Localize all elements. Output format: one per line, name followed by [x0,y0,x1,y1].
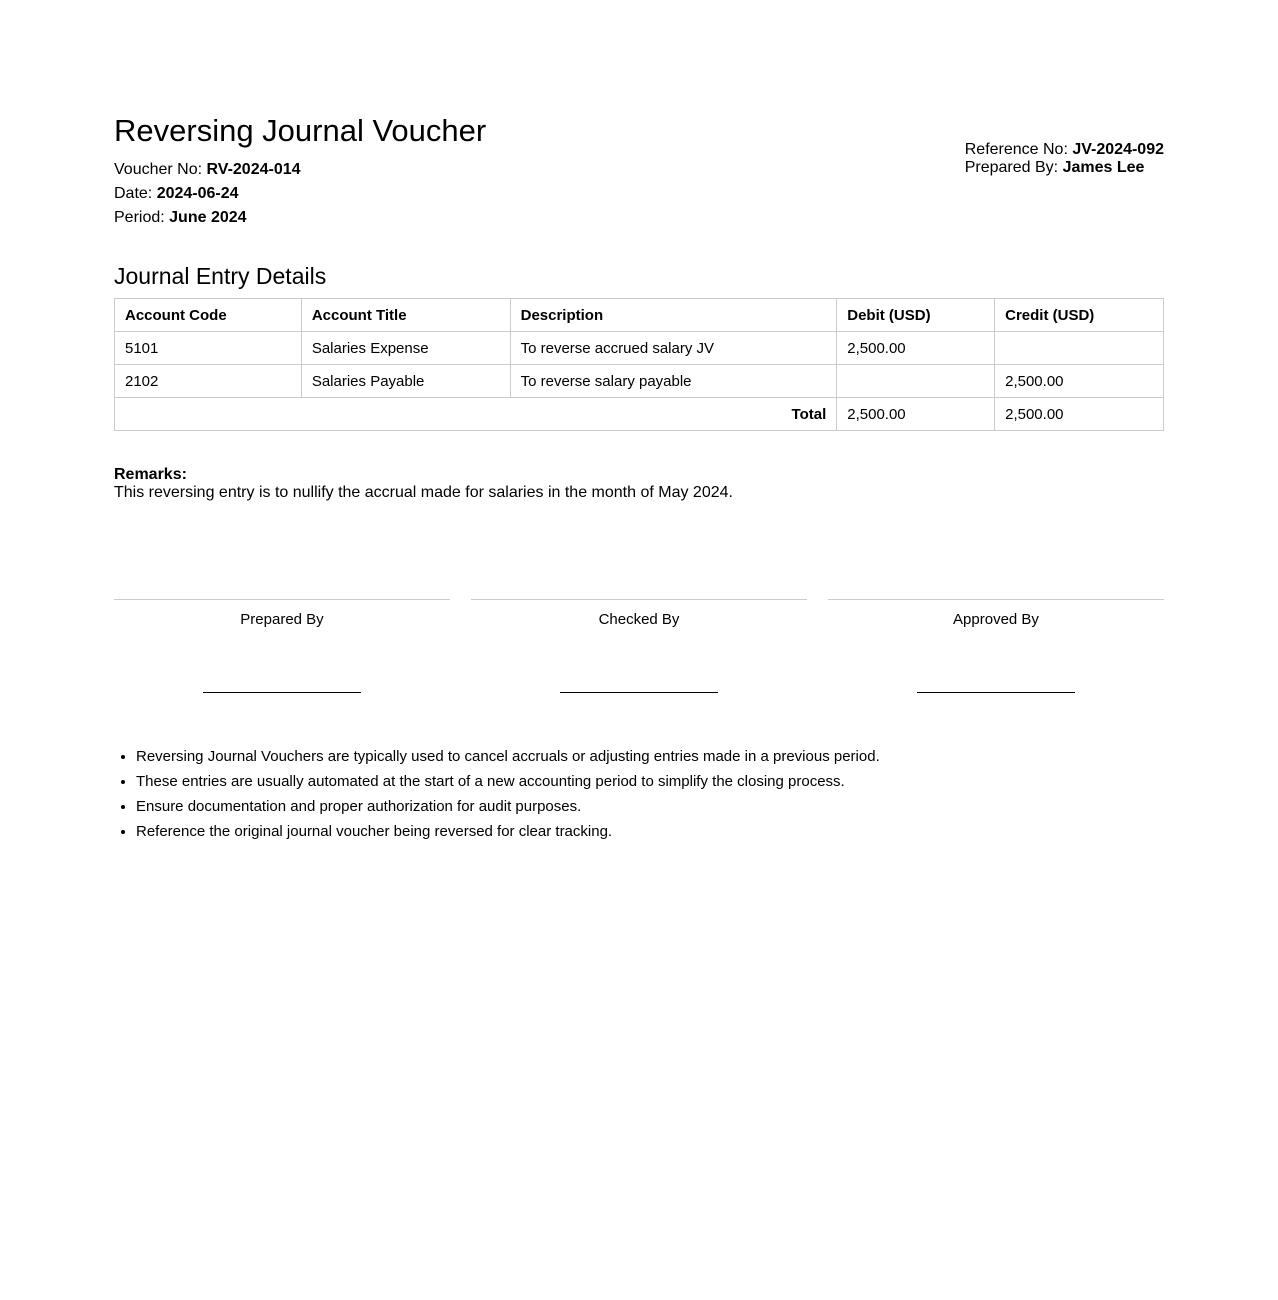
signature-line [203,691,361,693]
column-header-debit: Debit (USD) [837,299,995,332]
signature-block-checked [471,599,807,693]
signature-role-prepared: Prepared By [240,611,324,628]
voucher-no-label: Voucher No: [114,161,203,178]
column-header-credit: Credit (USD) [995,299,1164,332]
column-header-account-code: Account Code [115,299,302,332]
date-row [114,182,301,206]
period-row [114,206,301,230]
account-code-cell: 2102 [115,365,302,398]
page-title: Reversing Journal Voucher [114,113,487,148]
description-cell: To reverse salary payable [510,365,837,398]
column-header-description: Description [510,299,837,332]
voucher-page [114,112,1164,840]
voucher-no-value: RV-2024-014 [206,161,301,178]
list-item: • Ensure documentation and proper authorization for audit purposes. [136,794,880,819]
prepared-by-row [965,159,1164,177]
voucher-meta-right [965,141,1164,177]
table-row [115,365,1164,398]
signature-line [560,691,718,693]
debit-cell: 2,500.00 [837,332,995,365]
notes-list [114,744,880,844]
reference-no-label: Reference No: [964,141,1068,158]
prepared-by-value: James Lee [1062,159,1145,176]
total-credit: 2,500.00 [995,398,1164,431]
column-header-account-title: Account Title [301,299,510,332]
date-label: Date: [114,185,153,202]
total-debit: 2,500.00 [837,398,995,431]
description-cell: To reverse accrued salary JV [510,332,837,365]
remarks-text: This reversing entry is to nullify the accrual made for salaries in the month of May 2024. [114,484,733,501]
account-code-cell: 5101 [115,332,302,365]
list-item: • Reversing Journal Vouchers are typically used to cancel accruals or adjusting entries made in a previous period. [136,744,880,769]
signature-block-approved [828,599,1164,693]
signature-line [917,691,1075,693]
account-title-cell: Salaries Payable [301,365,510,398]
list-item: • Reference the original journal voucher being reversed for clear tracking. [136,819,880,844]
signature-block-prepared [114,599,450,693]
signature-section [114,599,1164,693]
prepared-by-label: Prepared By: [964,159,1059,176]
voucher-header [114,112,1164,252]
list-item: • These entries are usually automated at the start of a new accounting period to simplify the closing process. [136,769,880,794]
date-value: 2024-06-24 [156,185,239,202]
signature-role-approved: Approved By [953,611,1039,628]
table-row [115,332,1164,365]
credit-cell [995,332,1164,365]
reference-no-value: JV-2024-092 [1072,141,1164,158]
credit-cell: 2,500.00 [995,365,1164,398]
journal-entry-table [114,298,1164,431]
section-title: Journal Entry Details [114,263,327,289]
voucher-no-row [114,158,301,182]
remarks-label: Remarks: [114,466,187,483]
reference-no-row [965,141,1164,159]
period-value: June 2024 [169,209,247,226]
debit-cell [837,365,995,398]
account-title-cell: Salaries Expense [301,332,510,365]
table-header-row [115,299,1164,332]
voucher-meta-left [114,158,301,230]
remarks-section [114,466,733,502]
total-label: Total [115,398,837,431]
signature-role-checked: Checked By [598,611,680,628]
period-label: Period: [114,209,165,226]
total-row [115,398,1164,431]
